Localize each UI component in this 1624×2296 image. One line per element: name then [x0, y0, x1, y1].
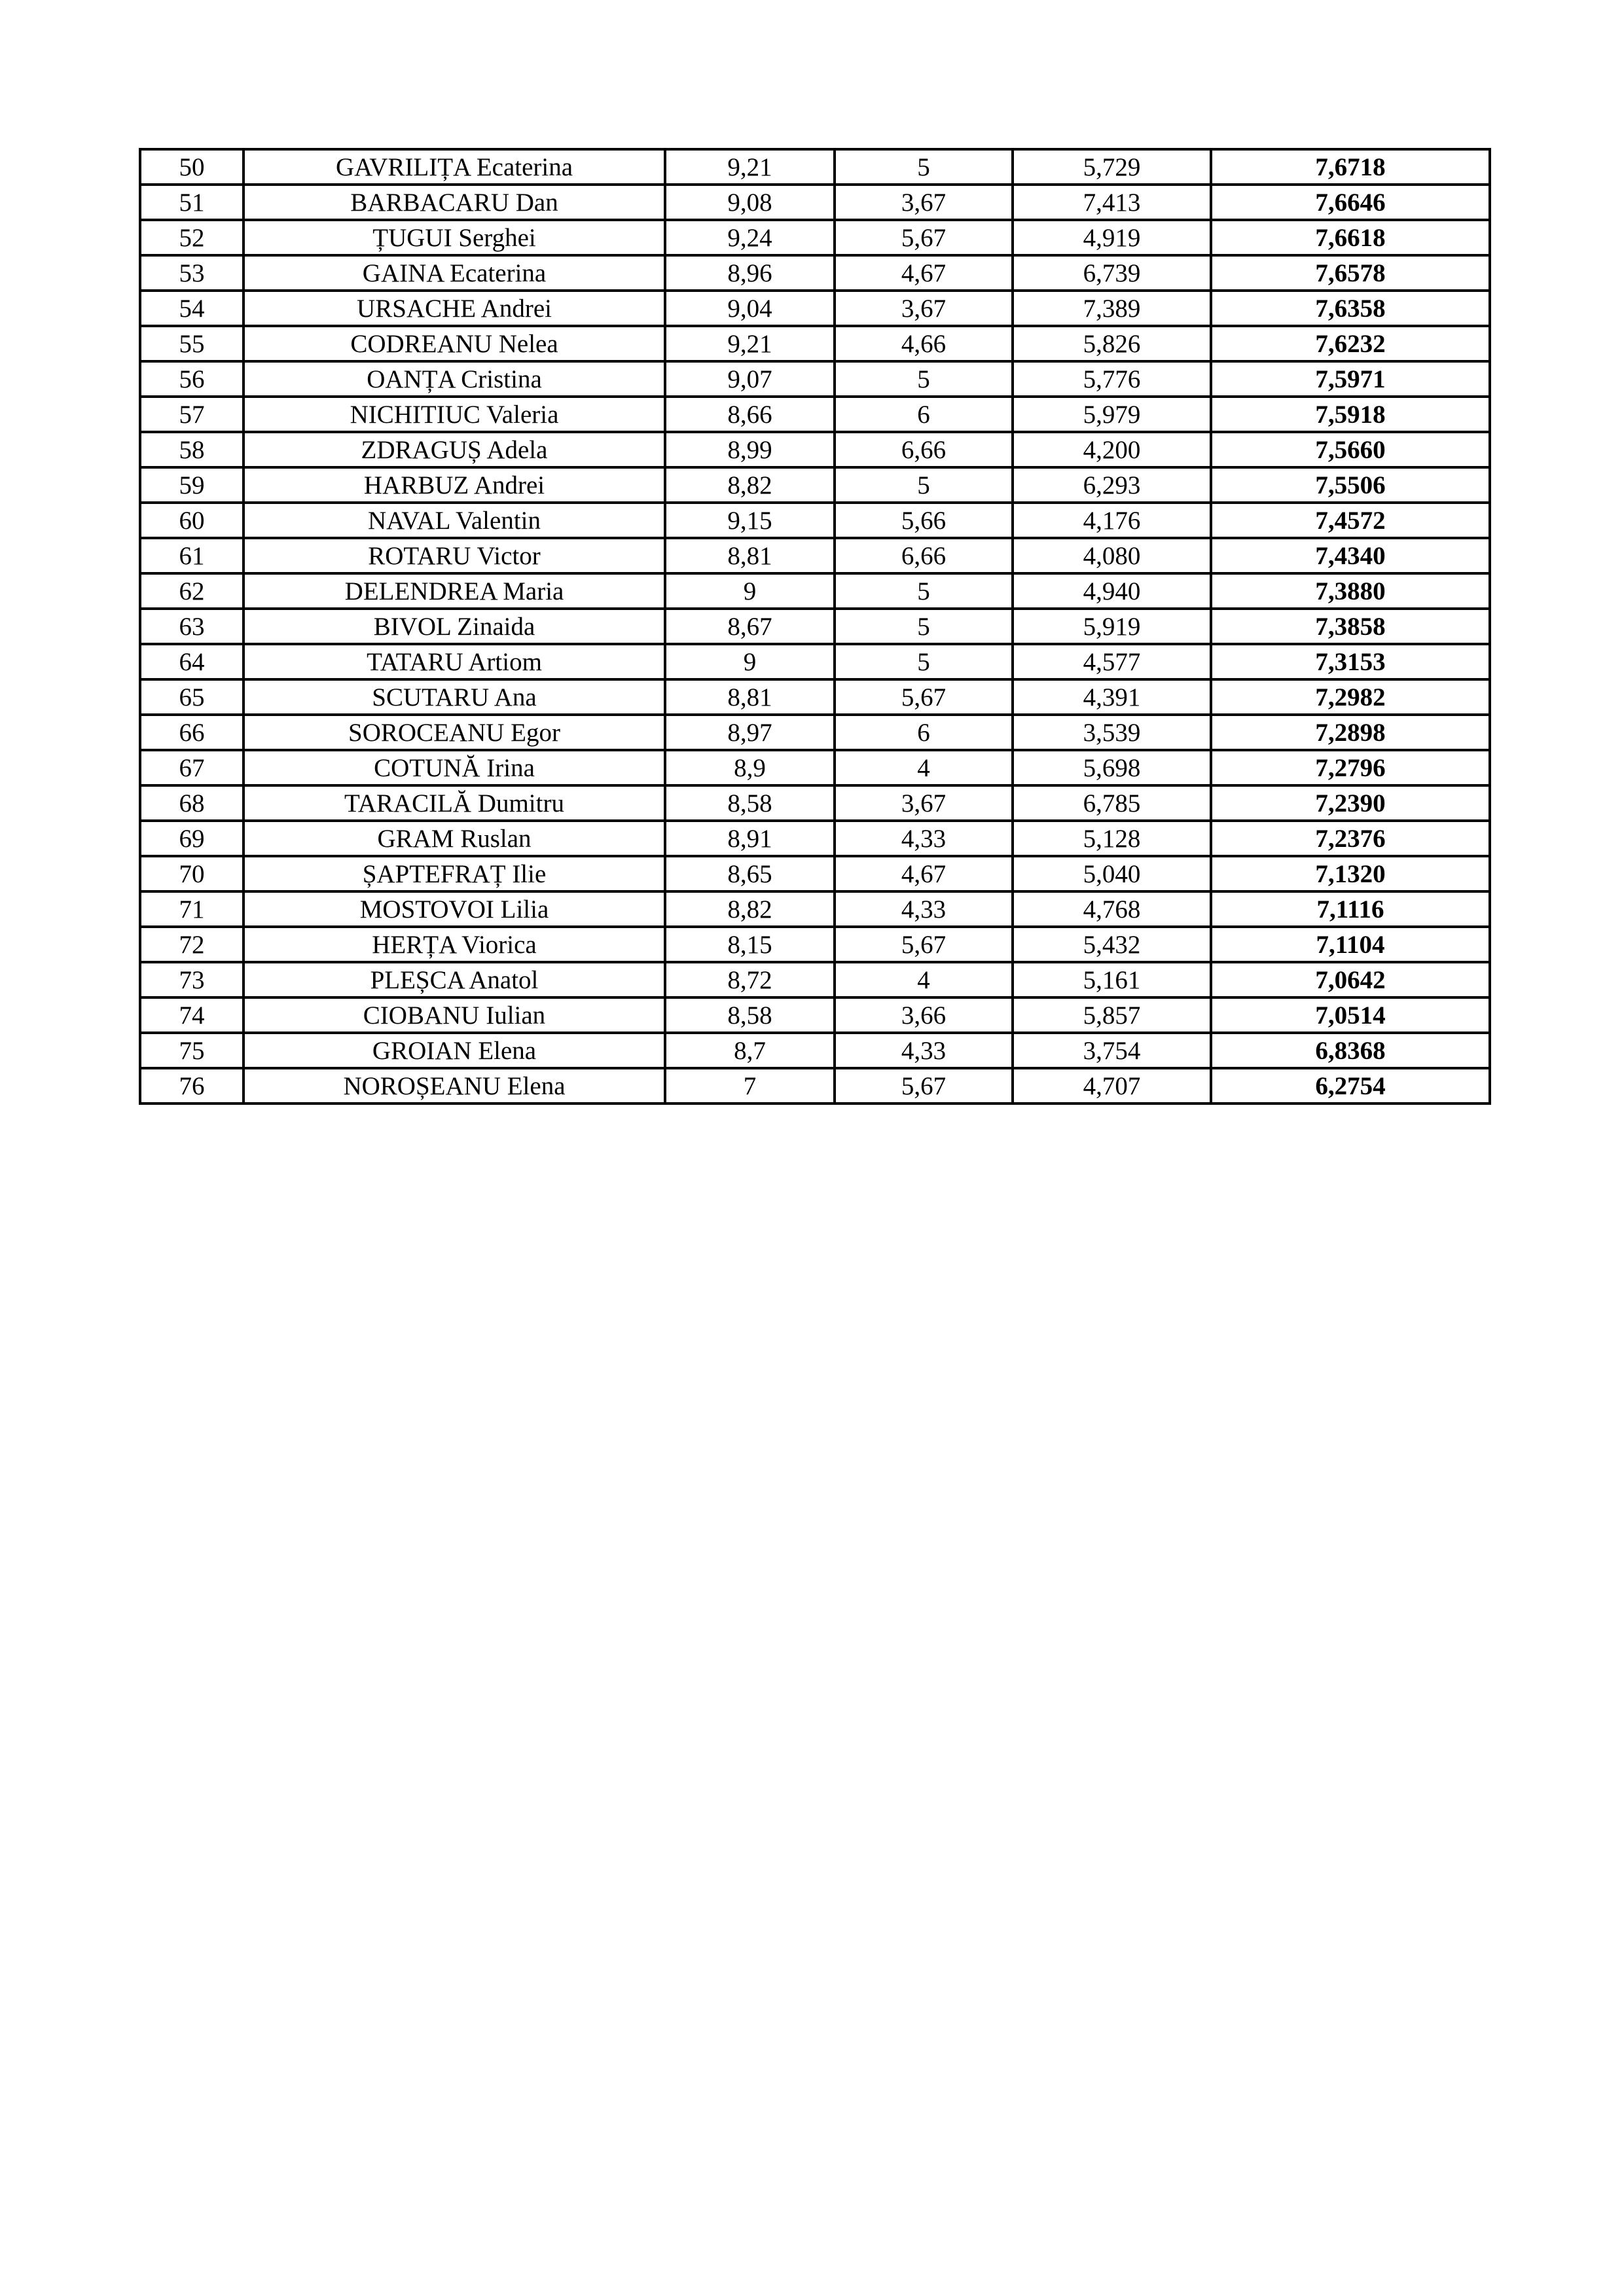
candidate-name-cell: URSACHE Andrei: [244, 291, 665, 326]
total-score-cell: 7,3880: [1211, 573, 1490, 609]
table-row: [140, 856, 1490, 891]
total-score-cell: 7,2898: [1211, 715, 1490, 750]
total-score-cell: 7,5971: [1211, 361, 1490, 397]
score-2-cell: 3,66: [835, 997, 1013, 1033]
score-1-cell: 8,97: [665, 715, 835, 750]
score-3-cell: 5,776: [1013, 361, 1211, 397]
table-row: [140, 997, 1490, 1033]
total-score-cell: 7,1104: [1211, 927, 1490, 962]
total-score-cell: 7,1320: [1211, 856, 1490, 891]
row-number-cell: 54: [140, 291, 244, 326]
row-number-cell: 73: [140, 962, 244, 997]
score-3-cell: 4,176: [1013, 503, 1211, 538]
score-2-cell: 4: [835, 962, 1013, 997]
candidate-name-cell: SOROCEANU Egor: [244, 715, 665, 750]
score-2-cell: 4,67: [835, 856, 1013, 891]
table-row: [140, 1068, 1490, 1103]
row-number-cell: 65: [140, 679, 244, 715]
candidate-name-cell: BARBACARU Dan: [244, 185, 665, 220]
results-table: [139, 148, 1491, 1105]
table-row: [140, 609, 1490, 644]
score-2-cell: 5,67: [835, 679, 1013, 715]
table-row: [140, 432, 1490, 467]
candidate-name-cell: TATARU Artiom: [244, 644, 665, 679]
score-1-cell: 8,7: [665, 1033, 835, 1068]
score-2-cell: 3,67: [835, 291, 1013, 326]
score-1-cell: 8,82: [665, 891, 835, 927]
score-2-cell: 5: [835, 644, 1013, 679]
total-score-cell: 7,2390: [1211, 785, 1490, 821]
results-table-body: [140, 149, 1490, 1103]
row-number-cell: 61: [140, 538, 244, 573]
candidate-name-cell: CODREANU Nelea: [244, 326, 665, 361]
score-1-cell: 8,81: [665, 538, 835, 573]
score-1-cell: 8,72: [665, 962, 835, 997]
score-2-cell: 5,67: [835, 927, 1013, 962]
total-score-cell: 7,5506: [1211, 467, 1490, 503]
score-1-cell: 8,82: [665, 467, 835, 503]
row-number-cell: 52: [140, 220, 244, 255]
score-1-cell: 8,58: [665, 785, 835, 821]
score-3-cell: 3,539: [1013, 715, 1211, 750]
candidate-name-cell: HARBUZ Andrei: [244, 467, 665, 503]
row-number-cell: 72: [140, 927, 244, 962]
table-row: [140, 149, 1490, 185]
score-2-cell: 5: [835, 609, 1013, 644]
score-2-cell: 5: [835, 573, 1013, 609]
score-2-cell: 4,33: [835, 1033, 1013, 1068]
score-3-cell: 4,707: [1013, 1068, 1211, 1103]
table-row: [140, 361, 1490, 397]
table-row: [140, 538, 1490, 573]
score-2-cell: 6,66: [835, 432, 1013, 467]
score-1-cell: 9,24: [665, 220, 835, 255]
table-row: [140, 927, 1490, 962]
table-row: [140, 891, 1490, 927]
total-score-cell: 7,0514: [1211, 997, 1490, 1033]
score-3-cell: 3,754: [1013, 1033, 1211, 1068]
score-3-cell: 5,698: [1013, 750, 1211, 785]
score-2-cell: 4,66: [835, 326, 1013, 361]
score-3-cell: 6,739: [1013, 255, 1211, 291]
score-3-cell: 7,413: [1013, 185, 1211, 220]
row-number-cell: 60: [140, 503, 244, 538]
table-row: [140, 785, 1490, 821]
score-2-cell: 6: [835, 397, 1013, 432]
total-score-cell: 7,2982: [1211, 679, 1490, 715]
candidate-name-cell: GAINA Ecaterina: [244, 255, 665, 291]
row-number-cell: 50: [140, 149, 244, 185]
candidate-name-cell: DELENDREA Maria: [244, 573, 665, 609]
score-1-cell: 9,08: [665, 185, 835, 220]
table-row: [140, 644, 1490, 679]
row-number-cell: 63: [140, 609, 244, 644]
table-row: [140, 573, 1490, 609]
row-number-cell: 71: [140, 891, 244, 927]
row-number-cell: 56: [140, 361, 244, 397]
row-number-cell: 75: [140, 1033, 244, 1068]
score-3-cell: 5,161: [1013, 962, 1211, 997]
candidate-name-cell: NOROȘEANU Elena: [244, 1068, 665, 1103]
table-row: [140, 185, 1490, 220]
total-score-cell: 7,1116: [1211, 891, 1490, 927]
score-1-cell: 8,91: [665, 821, 835, 856]
row-number-cell: 57: [140, 397, 244, 432]
row-number-cell: 64: [140, 644, 244, 679]
score-1-cell: 8,81: [665, 679, 835, 715]
score-1-cell: 8,65: [665, 856, 835, 891]
table-row: [140, 715, 1490, 750]
score-3-cell: 4,768: [1013, 891, 1211, 927]
row-number-cell: 74: [140, 997, 244, 1033]
total-score-cell: 7,0642: [1211, 962, 1490, 997]
score-3-cell: 7,389: [1013, 291, 1211, 326]
total-score-cell: 7,2796: [1211, 750, 1490, 785]
table-row: [140, 326, 1490, 361]
score-2-cell: 4,33: [835, 821, 1013, 856]
candidate-name-cell: ROTARU Victor: [244, 538, 665, 573]
row-number-cell: 59: [140, 467, 244, 503]
row-number-cell: 70: [140, 856, 244, 891]
score-3-cell: 5,432: [1013, 927, 1211, 962]
total-score-cell: 7,6358: [1211, 291, 1490, 326]
score-2-cell: 4,33: [835, 891, 1013, 927]
total-score-cell: 7,6718: [1211, 149, 1490, 185]
candidate-name-cell: NAVAL Valentin: [244, 503, 665, 538]
score-3-cell: 5,729: [1013, 149, 1211, 185]
score-3-cell: 4,940: [1013, 573, 1211, 609]
total-score-cell: 6,8368: [1211, 1033, 1490, 1068]
score-1-cell: 9: [665, 644, 835, 679]
score-1-cell: 9,15: [665, 503, 835, 538]
score-2-cell: 6: [835, 715, 1013, 750]
score-1-cell: 9,04: [665, 291, 835, 326]
score-1-cell: 7: [665, 1068, 835, 1103]
total-score-cell: 7,6646: [1211, 185, 1490, 220]
score-2-cell: 5: [835, 361, 1013, 397]
candidate-name-cell: SCUTARU Ana: [244, 679, 665, 715]
score-2-cell: 5: [835, 467, 1013, 503]
total-score-cell: 7,4340: [1211, 538, 1490, 573]
score-3-cell: 4,080: [1013, 538, 1211, 573]
score-3-cell: 6,293: [1013, 467, 1211, 503]
score-2-cell: 5: [835, 149, 1013, 185]
candidate-name-cell: GROIAN Elena: [244, 1033, 665, 1068]
score-2-cell: 4: [835, 750, 1013, 785]
score-3-cell: 4,391: [1013, 679, 1211, 715]
score-1-cell: 8,15: [665, 927, 835, 962]
score-3-cell: 4,577: [1013, 644, 1211, 679]
score-3-cell: 5,919: [1013, 609, 1211, 644]
table-row: [140, 750, 1490, 785]
table-row: [140, 962, 1490, 997]
score-1-cell: 8,58: [665, 997, 835, 1033]
score-3-cell: 5,979: [1013, 397, 1211, 432]
row-number-cell: 62: [140, 573, 244, 609]
score-2-cell: 5,67: [835, 1068, 1013, 1103]
score-2-cell: 3,67: [835, 185, 1013, 220]
score-3-cell: 6,785: [1013, 785, 1211, 821]
candidate-name-cell: ȚUGUI Serghei: [244, 220, 665, 255]
score-1-cell: 8,67: [665, 609, 835, 644]
candidate-name-cell: BIVOL Zinaida: [244, 609, 665, 644]
total-score-cell: 7,5918: [1211, 397, 1490, 432]
total-score-cell: 7,6232: [1211, 326, 1490, 361]
total-score-cell: 7,3858: [1211, 609, 1490, 644]
score-3-cell: 5,128: [1013, 821, 1211, 856]
candidate-name-cell: GAVRILIȚA Ecaterina: [244, 149, 665, 185]
candidate-name-cell: HERȚA Viorica: [244, 927, 665, 962]
candidate-name-cell: GRAM Ruslan: [244, 821, 665, 856]
table-row: [140, 467, 1490, 503]
table-row: [140, 397, 1490, 432]
total-score-cell: 7,2376: [1211, 821, 1490, 856]
score-1-cell: 8,99: [665, 432, 835, 467]
candidate-name-cell: ȘAPTEFRAȚ Ilie: [244, 856, 665, 891]
score-3-cell: 5,826: [1013, 326, 1211, 361]
total-score-cell: 6,2754: [1211, 1068, 1490, 1103]
table-row: [140, 679, 1490, 715]
row-number-cell: 55: [140, 326, 244, 361]
table-row: [140, 220, 1490, 255]
score-1-cell: 9,21: [665, 149, 835, 185]
row-number-cell: 51: [140, 185, 244, 220]
candidate-name-cell: COTUNĂ Irina: [244, 750, 665, 785]
total-score-cell: 7,6578: [1211, 255, 1490, 291]
total-score-cell: 7,4572: [1211, 503, 1490, 538]
score-3-cell: 5,857: [1013, 997, 1211, 1033]
candidate-name-cell: OANȚA Cristina: [244, 361, 665, 397]
candidate-name-cell: CIOBANU Iulian: [244, 997, 665, 1033]
row-number-cell: 68: [140, 785, 244, 821]
row-number-cell: 66: [140, 715, 244, 750]
total-score-cell: 7,5660: [1211, 432, 1490, 467]
row-number-cell: 67: [140, 750, 244, 785]
total-score-cell: 7,6618: [1211, 220, 1490, 255]
table-row: [140, 503, 1490, 538]
score-3-cell: 4,919: [1013, 220, 1211, 255]
row-number-cell: 58: [140, 432, 244, 467]
candidate-name-cell: ZDRAGUȘ Adela: [244, 432, 665, 467]
score-2-cell: 3,67: [835, 785, 1013, 821]
score-1-cell: 8,9: [665, 750, 835, 785]
candidate-name-cell: NICHITIUC Valeria: [244, 397, 665, 432]
row-number-cell: 53: [140, 255, 244, 291]
candidate-name-cell: PLEȘCA Anatol: [244, 962, 665, 997]
candidate-name-cell: MOSTOVOI Lilia: [244, 891, 665, 927]
table-row: [140, 1033, 1490, 1068]
score-1-cell: 9,21: [665, 326, 835, 361]
score-1-cell: 8,66: [665, 397, 835, 432]
candidate-name-cell: TARACILĂ Dumitru: [244, 785, 665, 821]
table-row: [140, 291, 1490, 326]
score-3-cell: 5,040: [1013, 856, 1211, 891]
score-1-cell: 9: [665, 573, 835, 609]
score-1-cell: 9,07: [665, 361, 835, 397]
score-2-cell: 6,66: [835, 538, 1013, 573]
row-number-cell: 69: [140, 821, 244, 856]
score-2-cell: 5,66: [835, 503, 1013, 538]
total-score-cell: 7,3153: [1211, 644, 1490, 679]
score-2-cell: 5,67: [835, 220, 1013, 255]
table-row: [140, 821, 1490, 856]
row-number-cell: 76: [140, 1068, 244, 1103]
table-row: [140, 255, 1490, 291]
score-1-cell: 8,96: [665, 255, 835, 291]
score-2-cell: 4,67: [835, 255, 1013, 291]
score-3-cell: 4,200: [1013, 432, 1211, 467]
